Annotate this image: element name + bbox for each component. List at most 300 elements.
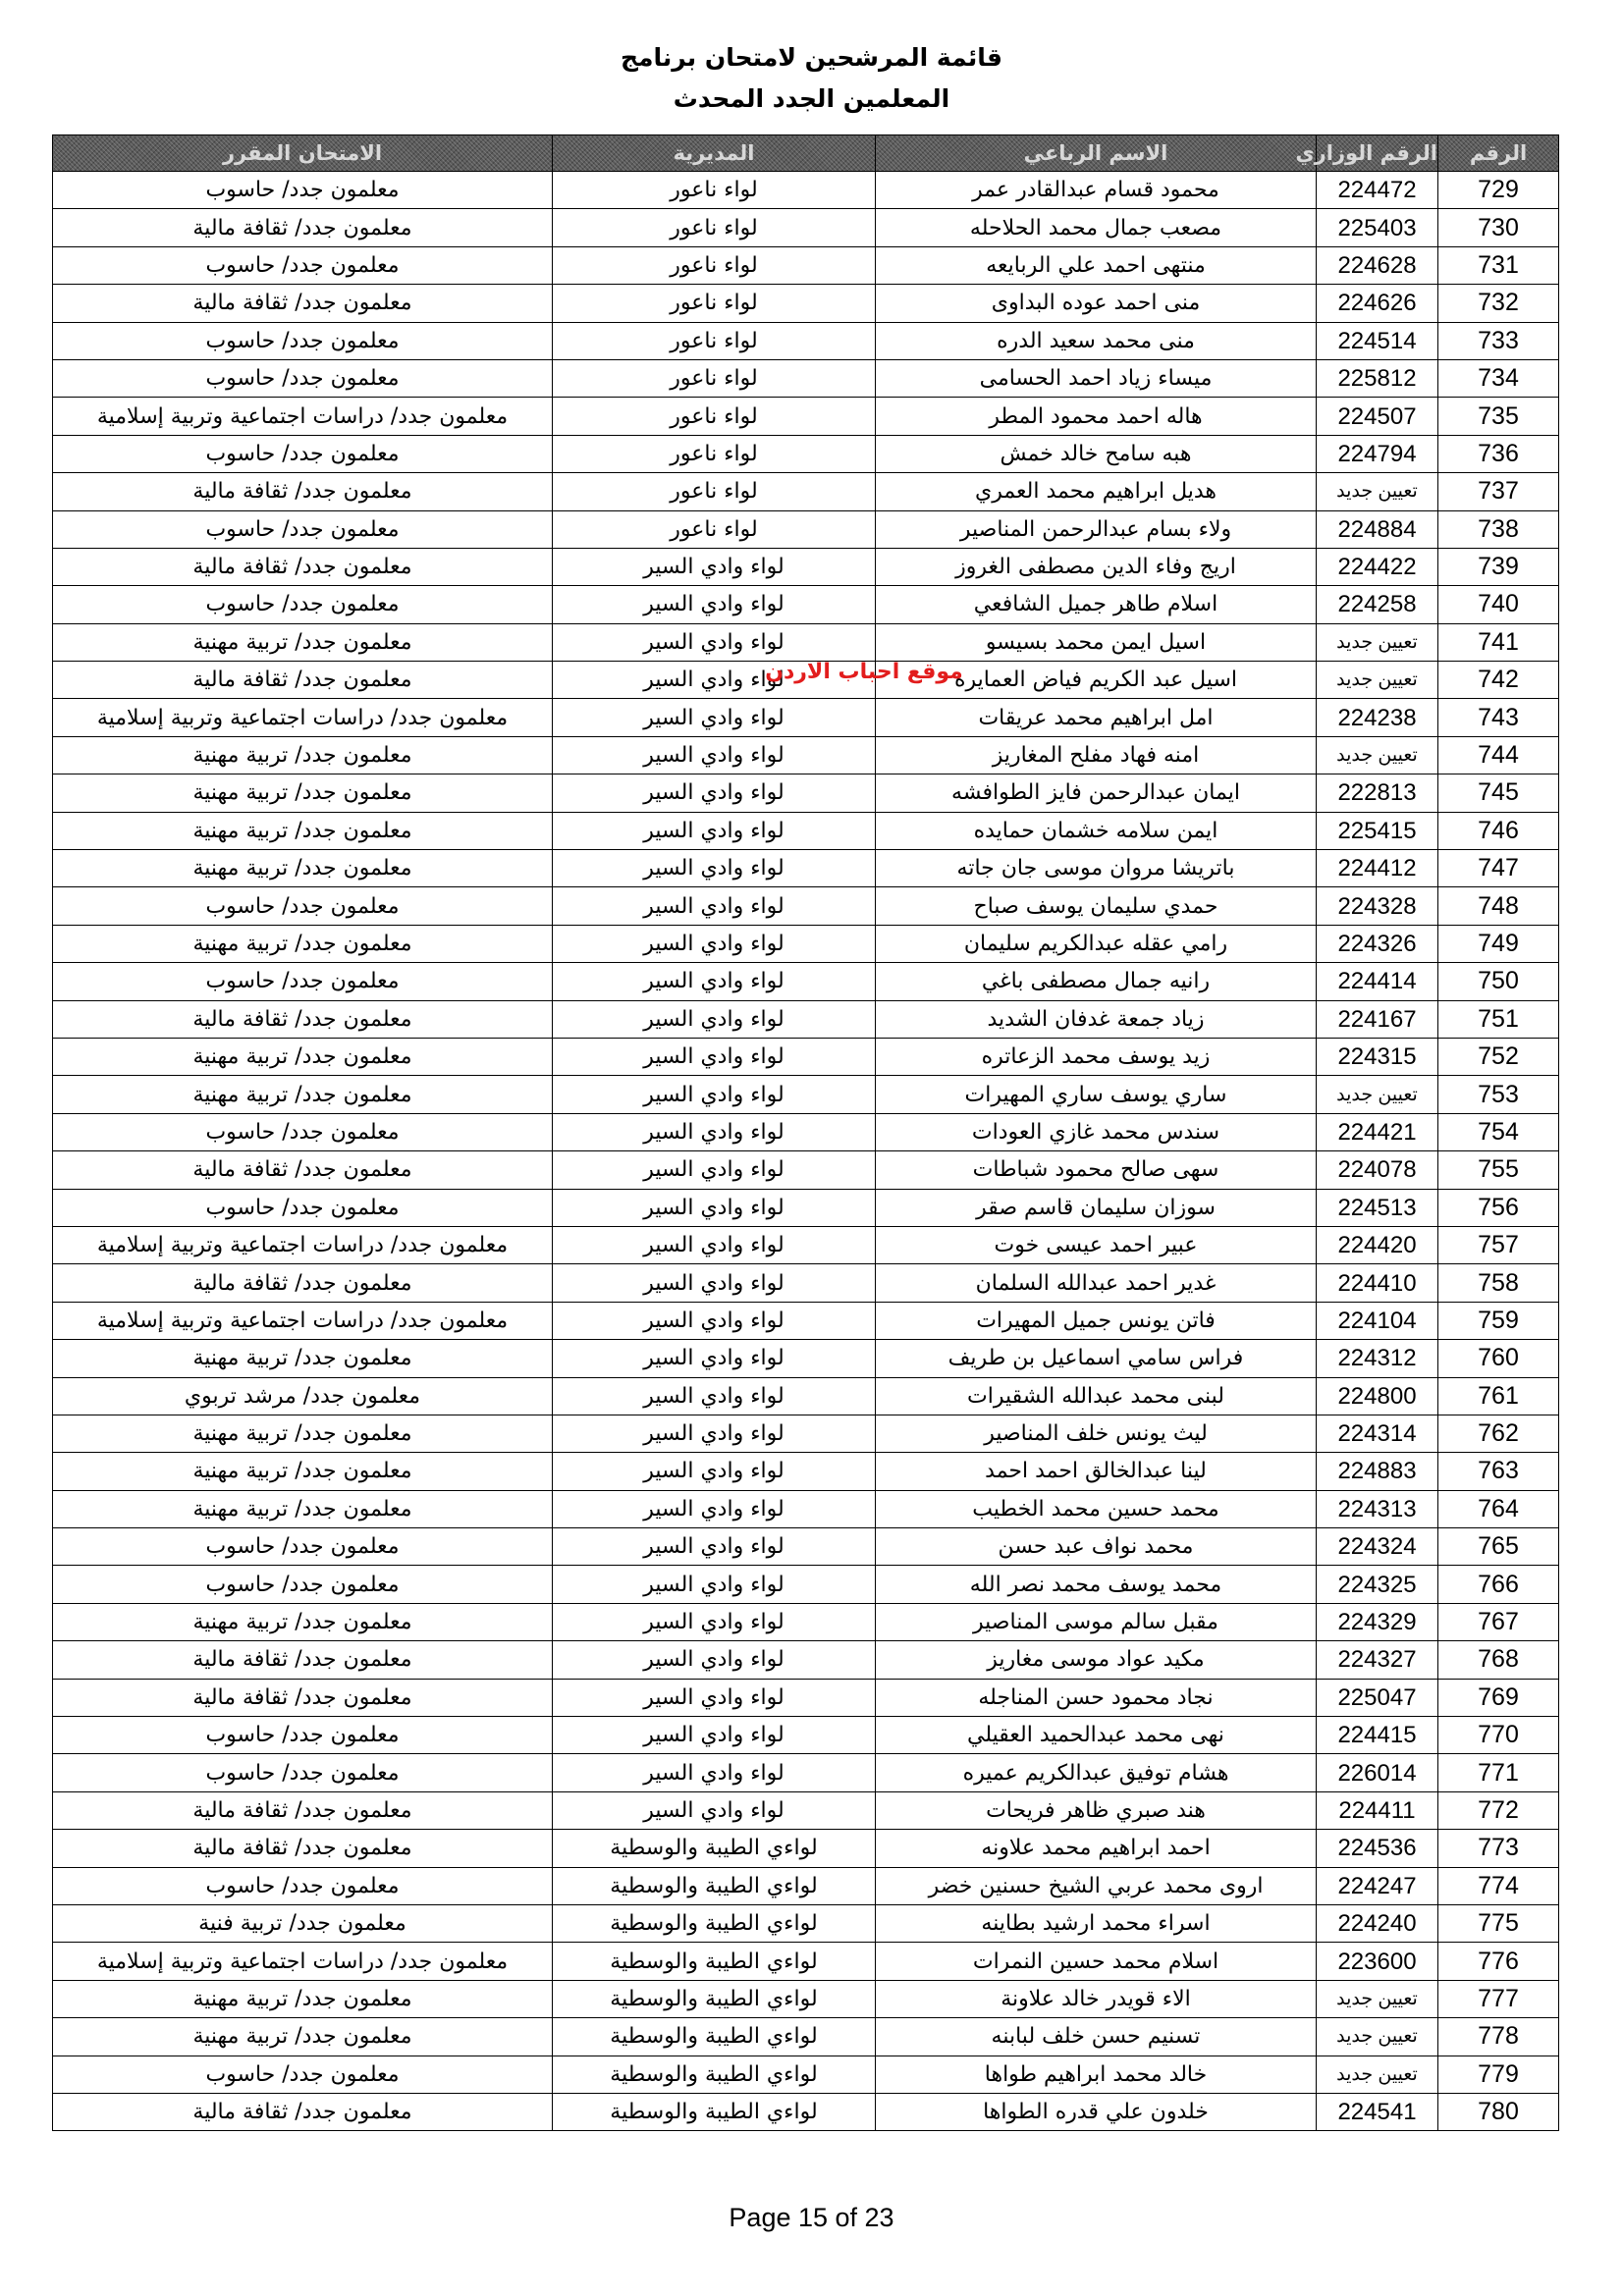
cell-seq: 748 (1438, 887, 1559, 925)
cell-national-id: 224078 (1317, 1151, 1438, 1189)
cell-name: سوزان سليمان قاسم صقر (876, 1189, 1317, 1226)
cell-national-id: 224411 (1317, 1791, 1438, 1829)
cell-seq: 753 (1438, 1076, 1559, 1113)
candidates-table (52, 134, 1559, 2131)
cell-national-id: 224422 (1317, 548, 1438, 585)
cell-directorate: لواء وادي السير (553, 1189, 876, 1226)
header-national-id: الرقم الوزاري (1317, 135, 1438, 172)
cell-exam: معلمون جدد/ تربية مهنية (53, 1980, 553, 2017)
cell-name: اريج وفاء الدين مصطفى الغروز (876, 548, 1317, 585)
table-row (53, 1528, 1559, 1566)
cell-directorate: لواءي الطيبة والوسطية (553, 1867, 876, 1904)
cell-directorate: لواء ناعور (553, 510, 876, 548)
cell-exam: معلمون جدد/ ثقافة مالية (53, 473, 553, 510)
cell-name: محمد حسين محمد الخطيب (876, 1490, 1317, 1527)
cell-national-id: 224415 (1317, 1717, 1438, 1754)
cell-name: تسنيم حسن خلف لبابنه (876, 2018, 1317, 2056)
cell-name: احمد ابراهيم محمد علاونه (876, 1830, 1317, 1867)
cell-name: محمود قسام عبدالقادر عمر (876, 172, 1317, 209)
table-row (53, 1189, 1559, 1226)
cell-exam: معلمون جدد/ مرشد تربوي (53, 1377, 553, 1415)
table-row (53, 1566, 1559, 1603)
cell-seq: 735 (1438, 398, 1559, 435)
cell-exam: معلمون جدد/ تربية مهنية (53, 2018, 553, 2056)
cell-seq: 770 (1438, 1717, 1559, 1754)
cell-directorate: لواء وادي السير (553, 1264, 876, 1302)
cell-exam: معلمون جدد/ ثقافة مالية (53, 1830, 553, 1867)
cell-name: اسيل عبد الكريم فياض العمايره (876, 662, 1317, 699)
cell-exam: معلمون جدد/ حاسوب (53, 887, 553, 925)
cell-seq: 740 (1438, 586, 1559, 623)
cell-exam: معلمون جدد/ حاسوب (53, 1867, 553, 1904)
table-row (53, 586, 1559, 623)
cell-directorate: لواء وادي السير (553, 1113, 876, 1150)
cell-name: هشام توفيق عبدالكريم عميره (876, 1754, 1317, 1791)
cell-name: الاء قويدر خالد علاونة (876, 1980, 1317, 2017)
cell-directorate: لواء وادي السير (553, 925, 876, 962)
cell-directorate: لواء وادي السير (553, 1641, 876, 1679)
cell-national-id: 224800 (1317, 1377, 1438, 1415)
cell-national-id: 224536 (1317, 1830, 1438, 1867)
cell-national-id: 224420 (1317, 1226, 1438, 1263)
cell-exam: معلمون جدد/ حاسوب (53, 510, 553, 548)
cell-name: ميساء زياد احمد الحسامى (876, 359, 1317, 397)
cell-national-id: 224513 (1317, 1189, 1438, 1226)
cell-national-id: 224247 (1317, 1867, 1438, 1904)
cell-national-id: 225415 (1317, 812, 1438, 849)
cell-national-id: 224329 (1317, 1603, 1438, 1640)
cell-name: ولاء بسام عبدالرحمن المناصير (876, 510, 1317, 548)
cell-directorate: لواءي الطيبة والوسطية (553, 2093, 876, 2130)
cell-directorate: لواء وادي السير (553, 1566, 876, 1603)
cell-name: فاتن يونس جميل المهيرات (876, 1302, 1317, 1339)
table-row (53, 1943, 1559, 1980)
cell-national-id: 225403 (1317, 209, 1438, 246)
cell-directorate: لواء ناعور (553, 172, 876, 209)
table-row (53, 510, 1559, 548)
cell-exam: معلمون جدد/ تربية مهنية (53, 850, 553, 887)
table-row (53, 1641, 1559, 1679)
cell-exam: معلمون جدد/ دراسات اجتماعية وتربية إسلامية (53, 1226, 553, 1263)
cell-exam: معلمون جدد/ حاسوب (53, 1566, 553, 1603)
cell-national-id: 224628 (1317, 246, 1438, 284)
cell-seq: 734 (1438, 359, 1559, 397)
cell-directorate: لواء وادي السير (553, 1490, 876, 1527)
cell-national-id: 224472 (1317, 172, 1438, 209)
cell-seq: 760 (1438, 1340, 1559, 1377)
cell-directorate: لواء وادي السير (553, 887, 876, 925)
cell-seq: 747 (1438, 850, 1559, 887)
table-row (53, 1791, 1559, 1829)
cell-exam: معلمون جدد/ تربية مهنية (53, 812, 553, 849)
cell-name: مقبل سالم موسى المناصير (876, 1603, 1317, 1640)
cell-name: اسلام محمد حسين النمرات (876, 1943, 1317, 1980)
table-row (53, 435, 1559, 472)
cell-directorate: لواء ناعور (553, 398, 876, 435)
cell-name: نجاد محمود حسن المناجله (876, 1679, 1317, 1716)
cell-directorate: لواء وادي السير (553, 548, 876, 585)
cell-national-id: 224328 (1317, 887, 1438, 925)
cell-seq: 763 (1438, 1453, 1559, 1490)
cell-directorate: لواء وادي السير (553, 1453, 876, 1490)
cell-exam: معلمون جدد/ حاسوب (53, 963, 553, 1000)
cell-seq: 764 (1438, 1490, 1559, 1527)
cell-exam: معلمون جدد/ ثقافة مالية (53, 2093, 553, 2130)
cell-national-id: 224884 (1317, 510, 1438, 548)
cell-directorate: لواء ناعور (553, 473, 876, 510)
cell-seq: 775 (1438, 1904, 1559, 1942)
cell-seq: 768 (1438, 1641, 1559, 1679)
cell-national-id: تعيين جديد (1317, 1076, 1438, 1113)
cell-directorate: لواء وادي السير (553, 586, 876, 623)
cell-seq: 778 (1438, 2018, 1559, 2056)
cell-directorate: لواء وادي السير (553, 774, 876, 812)
cell-directorate: لواء ناعور (553, 359, 876, 397)
table-row (53, 1490, 1559, 1527)
table-row (53, 963, 1559, 1000)
cell-directorate: لواء ناعور (553, 435, 876, 472)
table-header-row (53, 135, 1559, 172)
table-row (53, 322, 1559, 359)
cell-seq: 756 (1438, 1189, 1559, 1226)
cell-seq: 732 (1438, 285, 1559, 322)
cell-seq: 777 (1438, 1980, 1559, 2017)
cell-seq: 743 (1438, 699, 1559, 736)
cell-seq: 771 (1438, 1754, 1559, 1791)
cell-national-id: 224414 (1317, 963, 1438, 1000)
cell-seq: 746 (1438, 812, 1559, 849)
table-row (53, 623, 1559, 661)
cell-name: سندس محمد غازي العودات (876, 1113, 1317, 1150)
cell-directorate: لواء وادي السير (553, 1151, 876, 1189)
cell-directorate: لواء وادي السير (553, 1038, 876, 1075)
cell-exam: معلمون جدد/ حاسوب (53, 2056, 553, 2093)
cell-directorate: لواء وادي السير (553, 662, 876, 699)
table-row (53, 1000, 1559, 1038)
cell-exam: معلمون جدد/ تربية مهنية (53, 1603, 553, 1640)
table-row (53, 1264, 1559, 1302)
cell-seq: 762 (1438, 1415, 1559, 1452)
cell-exam: معلمون جدد/ حاسوب (53, 246, 553, 284)
cell-directorate: لواء وادي السير (553, 963, 876, 1000)
cell-seq: 742 (1438, 662, 1559, 699)
cell-exam: معلمون جدد/ دراسات اجتماعية وتربية إسلامية (53, 699, 553, 736)
cell-seq: 779 (1438, 2056, 1559, 2093)
cell-name: فراس سامي اسماعيل بن طريف (876, 1340, 1317, 1377)
cell-national-id: 224325 (1317, 1566, 1438, 1603)
cell-national-id: 224258 (1317, 586, 1438, 623)
cell-exam: معلمون جدد/ تربية مهنية (53, 925, 553, 962)
cell-name: هند صبري ظاهر فريحات (876, 1791, 1317, 1829)
cell-exam: معلمون جدد/ ثقافة مالية (53, 1264, 553, 1302)
header-name: الاسم الرباعي (876, 135, 1317, 172)
cell-national-id: 224324 (1317, 1528, 1438, 1566)
watermark-text: موقع احباب الاردن (765, 660, 963, 684)
cell-directorate: لواء وادي السير (553, 1754, 876, 1791)
cell-seq: 767 (1438, 1603, 1559, 1640)
header-seq: الرقم (1438, 135, 1559, 172)
cell-directorate: لواء وادي السير (553, 1679, 876, 1716)
table-row (53, 812, 1559, 849)
cell-seq: 731 (1438, 246, 1559, 284)
cell-national-id: 224412 (1317, 850, 1438, 887)
cell-directorate: لواء وادي السير (553, 1717, 876, 1754)
cell-national-id: 225812 (1317, 359, 1438, 397)
cell-name: رامي عقله عبدالكريم سليمان (876, 925, 1317, 962)
cell-seq: 754 (1438, 1113, 1559, 1150)
cell-name: مكيد عواد موسى مغاريز (876, 1641, 1317, 1679)
cell-name: زيد يوسف محمد الزعاتره (876, 1038, 1317, 1075)
table-row (53, 1151, 1559, 1189)
cell-name: منتهى احمد علي الربايعه (876, 246, 1317, 284)
cell-directorate: لواء وادي السير (553, 1603, 876, 1640)
cell-national-id: 223600 (1317, 1943, 1438, 1980)
header-directorate: المديرية (553, 135, 876, 172)
cell-name: اسيل ايمن محمد بسيسو (876, 623, 1317, 661)
cell-seq: 755 (1438, 1151, 1559, 1189)
cell-seq: 759 (1438, 1302, 1559, 1339)
cell-exam: معلمون جدد/ ثقافة مالية (53, 1791, 553, 1829)
cell-directorate: لواء وادي السير (553, 623, 876, 661)
cell-seq: 750 (1438, 963, 1559, 1000)
cell-exam: معلمون جدد/ ثقافة مالية (53, 1000, 553, 1038)
cell-directorate: لواءي الطيبة والوسطية (553, 2056, 876, 2093)
cell-name: ليث يونس خلف المناصير (876, 1415, 1317, 1452)
table-row (53, 1603, 1559, 1640)
cell-national-id: 224326 (1317, 925, 1438, 962)
cell-national-id: 224313 (1317, 1490, 1438, 1527)
cell-national-id: 224507 (1317, 398, 1438, 435)
cell-directorate: لواء ناعور (553, 322, 876, 359)
cell-seq: 773 (1438, 1830, 1559, 1867)
cell-national-id: 225047 (1317, 1679, 1438, 1716)
table-row (53, 1867, 1559, 1904)
cell-directorate: لواءي الطيبة والوسطية (553, 1980, 876, 2017)
cell-seq: 769 (1438, 1679, 1559, 1716)
cell-name: خالد محمد ابراهيم طواها (876, 2056, 1317, 2093)
cell-directorate: لواء ناعور (553, 209, 876, 246)
cell-name: امنه فهاد مفلح المغاريز (876, 736, 1317, 774)
cell-exam: معلمون جدد/ حاسوب (53, 586, 553, 623)
cell-seq: 757 (1438, 1226, 1559, 1263)
table-row (53, 774, 1559, 812)
cell-exam: معلمون جدد/ تربية مهنية (53, 1340, 553, 1377)
cell-seq: 772 (1438, 1791, 1559, 1829)
table-row (53, 2093, 1559, 2130)
cell-seq: 751 (1438, 1000, 1559, 1038)
cell-name: هاله احمد محمود المطر (876, 398, 1317, 435)
cell-directorate: لواء وادي السير (553, 1076, 876, 1113)
table-row (53, 172, 1559, 209)
cell-exam: معلمون جدد/ تربية مهنية (53, 1453, 553, 1490)
cell-exam: معلمون جدد/ حاسوب (53, 359, 553, 397)
cell-name: امل ابراهيم محمد عريقات (876, 699, 1317, 736)
cell-exam: معلمون جدد/ حاسوب (53, 1189, 553, 1226)
cell-exam: معلمون جدد/ دراسات اجتماعية وتربية إسلامية (53, 398, 553, 435)
cell-exam: معلمون جدد/ حاسوب (53, 172, 553, 209)
cell-seq: 738 (1438, 510, 1559, 548)
table-row (53, 2056, 1559, 2093)
cell-exam: معلمون جدد/ ثقافة مالية (53, 548, 553, 585)
cell-national-id: 224312 (1317, 1340, 1438, 1377)
cell-exam: معلمون جدد/ حاسوب (53, 435, 553, 472)
cell-name: خلدون علي قدره الطواها (876, 2093, 1317, 2130)
cell-directorate: لواء وادي السير (553, 1000, 876, 1038)
table-row (53, 925, 1559, 962)
table-row (53, 1076, 1559, 1113)
cell-name: غدير احمد عبدالله السلمان (876, 1264, 1317, 1302)
cell-name: ساري يوسف ساري المهيرات (876, 1076, 1317, 1113)
table-row (53, 2018, 1559, 2056)
cell-name: رانيه جمال مصطفى باغي (876, 963, 1317, 1000)
cell-exam: معلمون جدد/ تربية مهنية (53, 1415, 553, 1452)
cell-name: سهى صالح محمود شباطات (876, 1151, 1317, 1189)
cell-national-id: 224315 (1317, 1038, 1438, 1075)
cell-name: هديل ابراهيم محمد العمري (876, 473, 1317, 510)
cell-exam: معلمون جدد/ حاسوب (53, 1717, 553, 1754)
document-title: قائمة المرشحين لامتحان برنامج (620, 43, 1002, 72)
cell-seq: 761 (1438, 1377, 1559, 1415)
cell-seq: 737 (1438, 473, 1559, 510)
cell-seq: 729 (1438, 172, 1559, 209)
cell-seq: 765 (1438, 1528, 1559, 1566)
cell-exam: معلمون جدد/ حاسوب (53, 1113, 553, 1150)
cell-directorate: لواء وادي السير (553, 812, 876, 849)
cell-seq: 749 (1438, 925, 1559, 962)
table-row (53, 699, 1559, 736)
cell-seq: 766 (1438, 1566, 1559, 1603)
table-row (53, 1980, 1559, 2017)
cell-directorate: لواء وادي السير (553, 736, 876, 774)
cell-national-id: 224238 (1317, 699, 1438, 736)
table-row (53, 246, 1559, 284)
table-row (53, 1754, 1559, 1791)
cell-name: عبير احمد عيسى خوت (876, 1226, 1317, 1263)
cell-name: اروى محمد عربي الشيخ حسنين خضر (876, 1867, 1317, 1904)
cell-seq: 776 (1438, 1943, 1559, 1980)
page-number: Page 15 of 23 (729, 2203, 894, 2232)
cell-name: لينا عبدالخالق احمد احمد (876, 1453, 1317, 1490)
table-row (53, 1453, 1559, 1490)
cell-seq: 741 (1438, 623, 1559, 661)
header-exam: الامتحان المقرر (53, 135, 553, 172)
cell-national-id: 224794 (1317, 435, 1438, 472)
cell-exam: معلمون جدد/ دراسات اجتماعية وتربية إسلامية (53, 1302, 553, 1339)
table-body (53, 172, 1559, 2131)
cell-directorate: لواء وادي السير (553, 1528, 876, 1566)
cell-exam: معلمون جدد/ ثقافة مالية (53, 285, 553, 322)
cell-name: حمدي سليمان يوسف صباح (876, 887, 1317, 925)
table-row (53, 1415, 1559, 1452)
cell-exam: معلمون جدد/ تربية فنية (53, 1904, 553, 1942)
table-row (53, 1226, 1559, 1263)
cell-directorate: لواءي الطيبة والوسطية (553, 1904, 876, 1942)
cell-seq: 739 (1438, 548, 1559, 585)
table-row (53, 1113, 1559, 1150)
cell-name: منى محمد سعيد الدره (876, 322, 1317, 359)
cell-national-id: تعيين جديد (1317, 473, 1438, 510)
cell-name: محمد يوسف محمد نصر الله (876, 1566, 1317, 1603)
cell-directorate: لواءي الطيبة والوسطية (553, 1830, 876, 1867)
cell-name: منى احمد عوده البداوى (876, 285, 1317, 322)
table-row (53, 887, 1559, 925)
table-row (53, 285, 1559, 322)
table-row (53, 398, 1559, 435)
cell-name: هبه سامح خالد خمش (876, 435, 1317, 472)
cell-national-id: 224104 (1317, 1302, 1438, 1339)
table-row (53, 548, 1559, 585)
cell-directorate: لواء وادي السير (553, 850, 876, 887)
table-row (53, 209, 1559, 246)
cell-name: ايمان عبدالرحمن فايز الطوافشه (876, 774, 1317, 812)
cell-national-id: تعيين جديد (1317, 1980, 1438, 2017)
cell-directorate: لواء ناعور (553, 246, 876, 284)
cell-national-id: 224314 (1317, 1415, 1438, 1452)
cell-exam: معلمون جدد/ تربية مهنية (53, 1490, 553, 1527)
table-row (53, 1340, 1559, 1377)
table-row (53, 1038, 1559, 1075)
cell-exam: معلمون جدد/ حاسوب (53, 322, 553, 359)
cell-name: نهى محمد عبدالحميد العقيلي (876, 1717, 1317, 1754)
table-row (53, 850, 1559, 887)
cell-name: اسراء محمد ارشيد بطاينه (876, 1904, 1317, 1942)
cell-name: لبنى محمد عبدالله الشقيرات (876, 1377, 1317, 1415)
cell-exam: معلمون جدد/ حاسوب (53, 1754, 553, 1791)
cell-exam: معلمون جدد/ ثقافة مالية (53, 662, 553, 699)
cell-exam: معلمون جدد/ تربية مهنية (53, 623, 553, 661)
cell-seq: 758 (1438, 1264, 1559, 1302)
cell-name: باتريشا مروان موسى جان جاته (876, 850, 1317, 887)
cell-directorate: لواء ناعور (553, 285, 876, 322)
cell-national-id: تعيين جديد (1317, 736, 1438, 774)
cell-exam: معلمون جدد/ تربية مهنية (53, 1038, 553, 1075)
cell-exam: معلمون جدد/ حاسوب (53, 1528, 553, 1566)
cell-exam: معلمون جدد/ دراسات اجتماعية وتربية إسلامية (53, 1943, 553, 1980)
table-row (53, 1830, 1559, 1867)
cell-directorate: لواء وادي السير (553, 1791, 876, 1829)
cell-directorate: لواءي الطيبة والوسطية (553, 1943, 876, 1980)
cell-seq: 730 (1438, 209, 1559, 246)
cell-national-id: 224167 (1317, 1000, 1438, 1038)
cell-national-id: تعيين جديد (1317, 662, 1438, 699)
cell-national-id: 224514 (1317, 322, 1438, 359)
cell-name: محمد نواف عبد حسن (876, 1528, 1317, 1566)
cell-national-id: تعيين جديد (1317, 2056, 1438, 2093)
cell-exam: معلمون جدد/ ثقافة مالية (53, 1151, 553, 1189)
cell-directorate: لواء وادي السير (553, 699, 876, 736)
cell-seq: 744 (1438, 736, 1559, 774)
table-row (53, 473, 1559, 510)
cell-national-id: تعيين جديد (1317, 2018, 1438, 2056)
cell-name: زياد جمعة غدفان الشديد (876, 1000, 1317, 1038)
cell-directorate: لواء وادي السير (553, 1415, 876, 1452)
cell-exam: معلمون جدد/ تربية مهنية (53, 774, 553, 812)
table-row (53, 1717, 1559, 1754)
cell-national-id: 224541 (1317, 2093, 1438, 2130)
cell-exam: معلمون جدد/ تربية مهنية (53, 736, 553, 774)
cell-exam: معلمون جدد/ تربية مهنية (53, 1076, 553, 1113)
cell-national-id: 224240 (1317, 1904, 1438, 1942)
cell-national-id: 224421 (1317, 1113, 1438, 1150)
table-row (53, 736, 1559, 774)
document-subtitle: المعلمين الجدد المحدث (673, 84, 950, 113)
table-row (53, 1679, 1559, 1716)
cell-directorate: لواء وادي السير (553, 1340, 876, 1377)
table-row (53, 359, 1559, 397)
cell-seq: 780 (1438, 2093, 1559, 2130)
cell-name: اسلام طاهر جميل الشافعي (876, 586, 1317, 623)
cell-directorate: لواء وادي السير (553, 1377, 876, 1415)
